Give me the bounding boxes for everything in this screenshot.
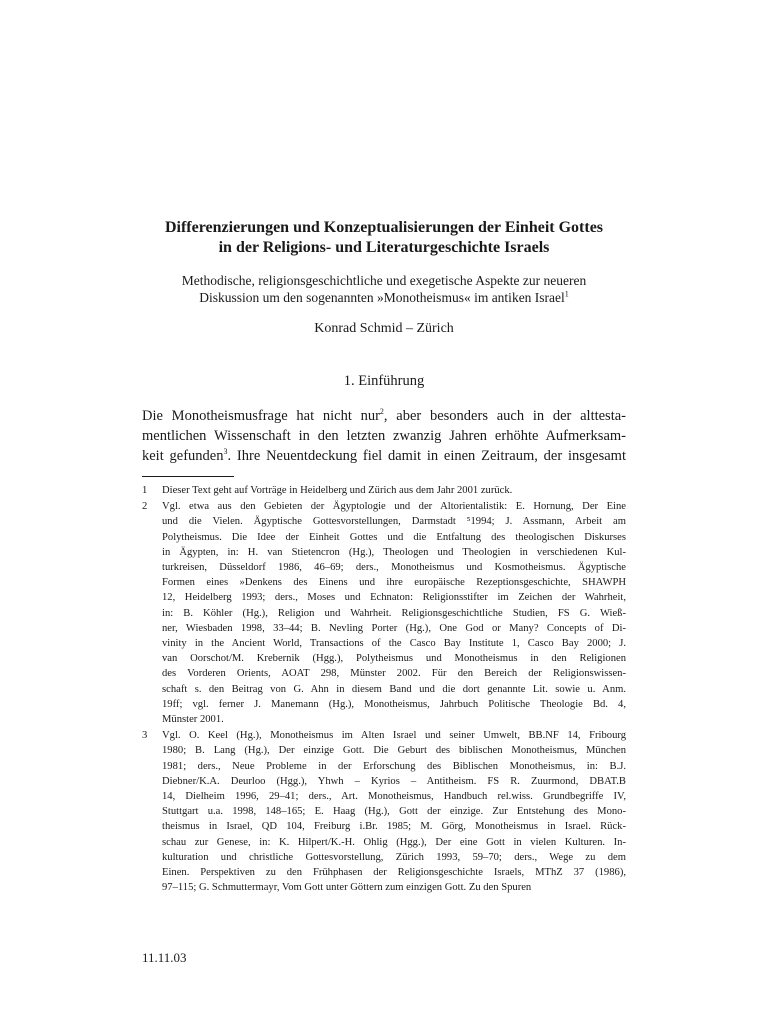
footnote-line: 1980; B. Lang (Hg.), Der einzige Gott. Die Geburt des biblischen Monotheismus, München: [162, 745, 626, 757]
footnote-number: 1: [142, 485, 148, 496]
title-line: Differenzierungen und Konzeptualisierungen der Einheit Gottes: [164, 219, 604, 236]
title-block: [142, 218, 626, 338]
footnote-text: [162, 499, 626, 727]
footnote: [142, 483, 626, 498]
footnote-line: turkreisen, Düsseldorf 1986, 46–69; ders., Monotheismus und Kosmotheismus. Ägyptische: [162, 562, 626, 574]
article-title: [142, 218, 626, 258]
footnote-line: in: B. Köhler (Hg.), Religion und Wahrheit. Religionsgeschichtliche Studien, FS G. Wieß-: [162, 607, 626, 619]
footnote-line: Formen eines »Denkens des Einens und ihre europäische Rezeptionsgeschichte, SHAWPH: [162, 577, 626, 589]
footnote-line: schau zur Genese, in: K. Hilpert/K.-H. Ohlig (Hgg.), Der eine Gott in vielen Kulturen. In-: [162, 836, 626, 848]
footnote-line: Münster 2001.: [162, 714, 224, 726]
footnote: [142, 728, 626, 895]
footnote-line: Dieser Text geht auf Vorträge in Heidelberg und Zürich aus dem Jahr 2001 zurück.: [162, 485, 513, 496]
footnotes: [142, 483, 626, 896]
body-text: . Ihre Neuentdeckung fiel damit in einen Zeitraum, der insgesamt: [227, 448, 626, 464]
body-paragraph: [142, 406, 626, 466]
footnote-line: vinity in the Ancient World, Transactions of the Casco Bay Institute 1, Casco Bay 2000; J.: [162, 638, 626, 650]
footnote-ref[interactable]: 2: [379, 407, 384, 417]
footnote-line: Vgl. etwa aus den Gebieten der Ägyptologie und der Altorientalistik: E. Hornung, Der Eine: [162, 501, 626, 513]
footnote-line: 97–115; G. Schmuttermayr, Vom Gott unter Göttern zum einzigen Gott. Zu den Spuren: [162, 882, 532, 894]
footnote-line: Polytheismus. Die Idee der Einheit Gottes und die Entfaltung des theologischen Diskurses: [162, 531, 626, 543]
footnote-line: theismus in Israel, QD 104, Freiburg i.Br. 1985; M. Görg, Monotheismus in Israel. Rück-: [162, 821, 626, 833]
footnote-line: 14, Dielheim 1996, 29–41; ders., Art. Monotheismus, Handbuch rel.wiss. Grundbegriffe IV,: [162, 791, 626, 803]
subtitle-line: [142, 289, 626, 306]
body-line: mentlichen Wissenschaft in den letzten zwanzig Jahren erhöhte Aufmerksam-: [142, 428, 626, 444]
footnote-ref[interactable]: 1: [564, 289, 569, 299]
footnote: [142, 499, 626, 727]
footnote-number: 2: [142, 501, 148, 513]
body-text: keit gefunden: [142, 448, 224, 464]
footnote-text: [162, 728, 626, 895]
page-date: 11.11.03: [142, 950, 187, 965]
footnote-line: Stuttgart u.a. 1998, 148–165; E. Haag (Hg.), Gott der einzige. Zur Entstehung des Mono-: [162, 806, 626, 818]
footnote-line: Diebner/K.A. Deurloo (Hgg.), Yhwh – Kyrios – Antitheism. FS R. Zuurmond, DBAT.B: [162, 775, 626, 787]
footnote-line: kulturation und christliche Gottesvorstellung, Zürich 1993, 59–70; ders., Wege zu dem: [162, 851, 626, 863]
footnote-line: schaft s. den Beitrag von G. Ahn in diesem Band und die dort genannte Lit. sowie u. Anm.: [162, 683, 626, 695]
body-text: , aber besonders auch in der alttesta-: [383, 408, 626, 424]
footnote-line: ner, Wiesbaden 1998, 33–44; B. Nevling Porter (Hg.), One God or Many? Concepts of Di-: [162, 622, 626, 634]
footnote-ref[interactable]: 3: [223, 447, 228, 457]
title-line: in der Religions- und Literaturgeschichte Israels: [218, 239, 550, 256]
subtitle-line-text: Diskussion um den sogenannten »Monotheismus« im antiken Israel: [199, 290, 565, 305]
footnote-line: 19ff; vgl. ferner J. Manemann (Hg.), Monotheismus, Jahrbuch Politische Theologie Bd. 4,: [162, 698, 626, 710]
body-line: [142, 406, 626, 426]
footnote-line: Vgl. O. Keel (Hg.), Monotheismus im Alten Israel und seiner Umwelt, BB.NF 14, Fribourg: [162, 730, 626, 742]
footnote-line: van Oorschot/M. Krebernik (Hgg.), Polytheismus und Monotheismus in den Religionen: [162, 653, 626, 665]
footnote-separator: [142, 476, 234, 477]
footnote-line: und die Vielen. Ägyptische Gottesvorstellungen, Darmstadt ⁵1994; J. Assmann, Arbeit am: [162, 516, 626, 528]
footnote-line: des Vorderen Orients, AOAT 298, Münster 2002. Für den Bereich der Religionswissen-: [162, 668, 626, 680]
footnote-line: 12, Heidelberg 1993; ders., Moses und Echnaton: Religionsstifter im Zeichen der Wahrheit,: [162, 592, 626, 604]
footnote-line: 1981; ders., Neue Probleme in der Erforschung des Biblischen Monotheismus, in: B.J.: [162, 760, 626, 772]
subtitle-line: Methodische, religionsgeschichtliche und exegetische Aspekte zur neueren: [181, 273, 587, 288]
footnote-text: [162, 483, 626, 498]
section-heading: 1. Einführung: [343, 373, 425, 389]
footnote-line: in Ägypten, in: H. van Stietencron (Hg.), Theologen und Theologien in verschiedenen Kul-: [162, 546, 626, 558]
article-subtitle: [142, 272, 626, 306]
footnote-line: Einen. Perspektiven zu den Frühphasen der Religionsgeschichte Israels, MThZ 37 (1986),: [162, 867, 626, 879]
footnote-number: 3: [142, 730, 148, 742]
author-line: Konrad Schmid – Zürich: [314, 321, 454, 336]
body-text: Die Monotheismusfrage hat nicht nur: [142, 408, 380, 424]
body-line: [142, 446, 626, 466]
